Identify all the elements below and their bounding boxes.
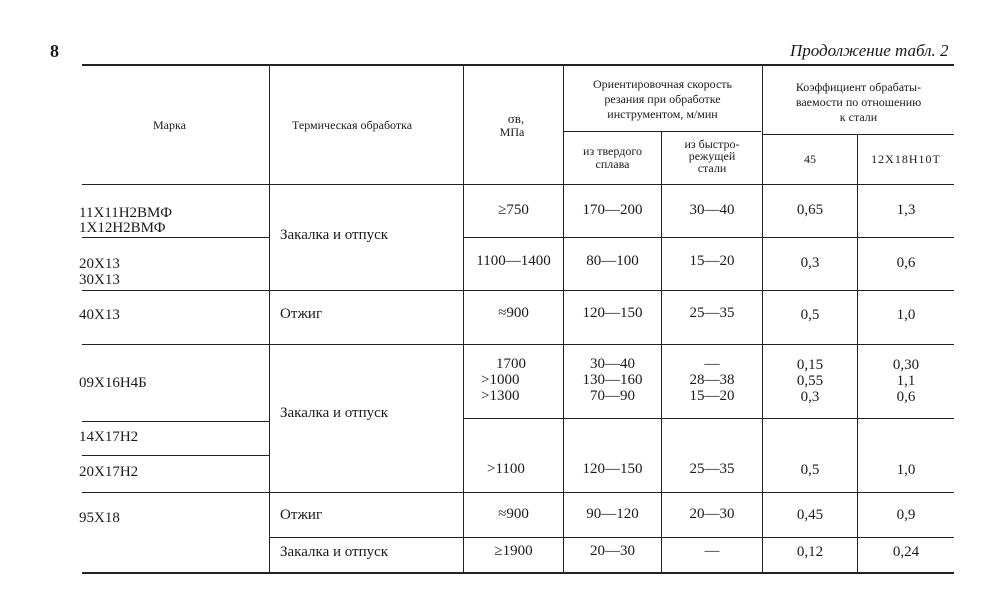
speed-hard-cell: 80—100 <box>586 253 639 269</box>
coef-12x-cell: 0,6 <box>896 255 916 271</box>
header-speed-fast-1: из быстро- <box>684 137 740 151</box>
coef-12x-cell: 1,0 <box>896 462 916 478</box>
header-speed-line3: инструментом, м/мин <box>607 107 718 121</box>
header-speed-hard-1: из твердого <box>583 144 642 158</box>
coef-45-cell: 0,45 <box>796 507 824 523</box>
speed-hard-cell: 20—30 <box>590 543 635 559</box>
table-bottom-rule <box>82 572 954 574</box>
treatment-cell: Закалка и отпуск <box>280 544 389 560</box>
row-rule <box>82 492 954 493</box>
speed-hard-cell: 120—150 <box>582 305 643 321</box>
coef-12x-cell: 0,9 <box>896 507 916 523</box>
speed-fast-cell: 25—35 <box>689 461 735 477</box>
header-coef-12x: 12Х18Н10Т <box>871 152 941 166</box>
grade-cell: 40Х13 <box>79 307 120 323</box>
speed-fast-cell: 20—30 <box>689 506 735 522</box>
sigma-cell: 1700 <box>496 356 526 372</box>
table-top-rule <box>82 64 954 66</box>
speed-hard-cell: 130—160 <box>582 372 643 388</box>
sigma-cell: ≈900 <box>498 305 529 321</box>
header-bottom-rule <box>82 184 954 185</box>
coef-45-cell: 0,55 <box>796 373 824 389</box>
speed-fast-cell: 15—20 <box>689 388 735 404</box>
header-sigma: σв, <box>507 111 525 126</box>
coef-45-cell: 0,12 <box>796 544 824 560</box>
speed-hard-cell: 170—200 <box>582 202 643 218</box>
grade-cell: 30Х13 <box>79 272 120 288</box>
coef-12x-cell: 1,1 <box>896 373 916 389</box>
header-coef-line2: ваемости по отношению <box>795 95 922 109</box>
treatment-cell: Закалка и отпуск <box>280 405 389 421</box>
grade-cell: 11Х11Н2ВМФ <box>79 205 173 221</box>
row-rule <box>464 418 954 419</box>
speed-fast-cell: 30—40 <box>689 202 735 218</box>
speed-sub-rule <box>564 131 761 132</box>
coef-45-cell: 0,5 <box>800 307 820 323</box>
header-sigma-unit: МПа <box>499 125 525 139</box>
sigma-cell: ≥1900 <box>494 543 533 559</box>
speed-fast-cell: — <box>704 543 720 559</box>
row-rule <box>82 290 954 291</box>
row-rule <box>464 237 954 238</box>
grade-cell: 95Х18 <box>79 510 120 526</box>
header-treatment: Термическая обработка <box>292 118 413 132</box>
header-speed-line2: резания при обработке <box>604 92 721 106</box>
speed-hard-cell: 30—40 <box>590 356 635 372</box>
coef-45-cell: 0,5 <box>800 462 820 478</box>
coef-12x-cell: 0,30 <box>892 357 920 373</box>
sigma-cell: 1100—1400 <box>476 253 551 269</box>
coef-45-cell: 0,15 <box>796 357 824 373</box>
row-rule <box>82 344 954 345</box>
header-speed-fast-3: стали <box>697 161 727 175</box>
grade-cell: 14Х17Н2 <box>79 429 139 445</box>
sigma-cell: >1300 <box>481 388 520 404</box>
header-speed-fast-2: режущей <box>688 149 736 163</box>
col-rule <box>857 134 858 572</box>
row-rule <box>82 237 269 238</box>
sigma-cell: >1000 <box>481 372 520 388</box>
grade-cell: 20Х13 <box>79 256 120 272</box>
coef-45-cell: 0,65 <box>796 202 824 218</box>
speed-hard-cell: 120—150 <box>582 461 643 477</box>
sigma-cell: >1100 <box>487 461 525 477</box>
header-marka: Марка <box>153 118 186 132</box>
col-rule <box>661 131 662 572</box>
treatment-cell: Отжиг <box>280 507 323 523</box>
col-rule <box>269 64 270 572</box>
speed-fast-cell: — <box>704 356 720 372</box>
coef-sub-rule <box>763 134 954 135</box>
page-number: 8 <box>50 41 59 61</box>
coef-12x-cell: 1,3 <box>896 202 916 218</box>
sigma-cell: ≥750 <box>498 202 529 218</box>
speed-hard-cell: 70—90 <box>590 388 635 404</box>
speed-hard-cell: 90—120 <box>586 506 639 522</box>
treatment-cell: Закалка и отпуск <box>280 227 389 243</box>
sigma-cell: ≈900 <box>498 506 529 522</box>
continuation-label: Продолжение табл. 2 <box>790 41 949 60</box>
treatment-cell: Отжиг <box>280 306 323 322</box>
grade-cell: 09Х16Н4Б <box>79 375 147 391</box>
coef-45-cell: 0,3 <box>800 389 820 405</box>
grade-cell: 20Х17Н2 <box>79 464 139 480</box>
speed-fast-cell: 28—38 <box>689 372 735 388</box>
coef-12x-cell: 0,24 <box>892 544 920 560</box>
row-rule <box>82 455 269 456</box>
speed-fast-cell: 25—35 <box>689 305 735 321</box>
header-speed-line1: Ориентировочная скорость <box>593 77 732 91</box>
row-rule <box>270 537 954 538</box>
coef-12x-cell: 1,0 <box>896 307 916 323</box>
grade-cell: 1Х12Н2ВМФ <box>79 220 166 236</box>
coef-12x-cell: 0,6 <box>896 389 916 405</box>
header-coef-45: 45 <box>804 152 816 166</box>
header-coef-line1: Коэффициент обрабаты- <box>795 80 922 94</box>
header-speed-hard-2: сплава <box>595 157 630 171</box>
row-rule <box>82 421 269 422</box>
coef-45-cell: 0,3 <box>800 255 820 271</box>
header-coef-line3: к стали <box>839 110 878 124</box>
speed-fast-cell: 15—20 <box>689 253 735 269</box>
